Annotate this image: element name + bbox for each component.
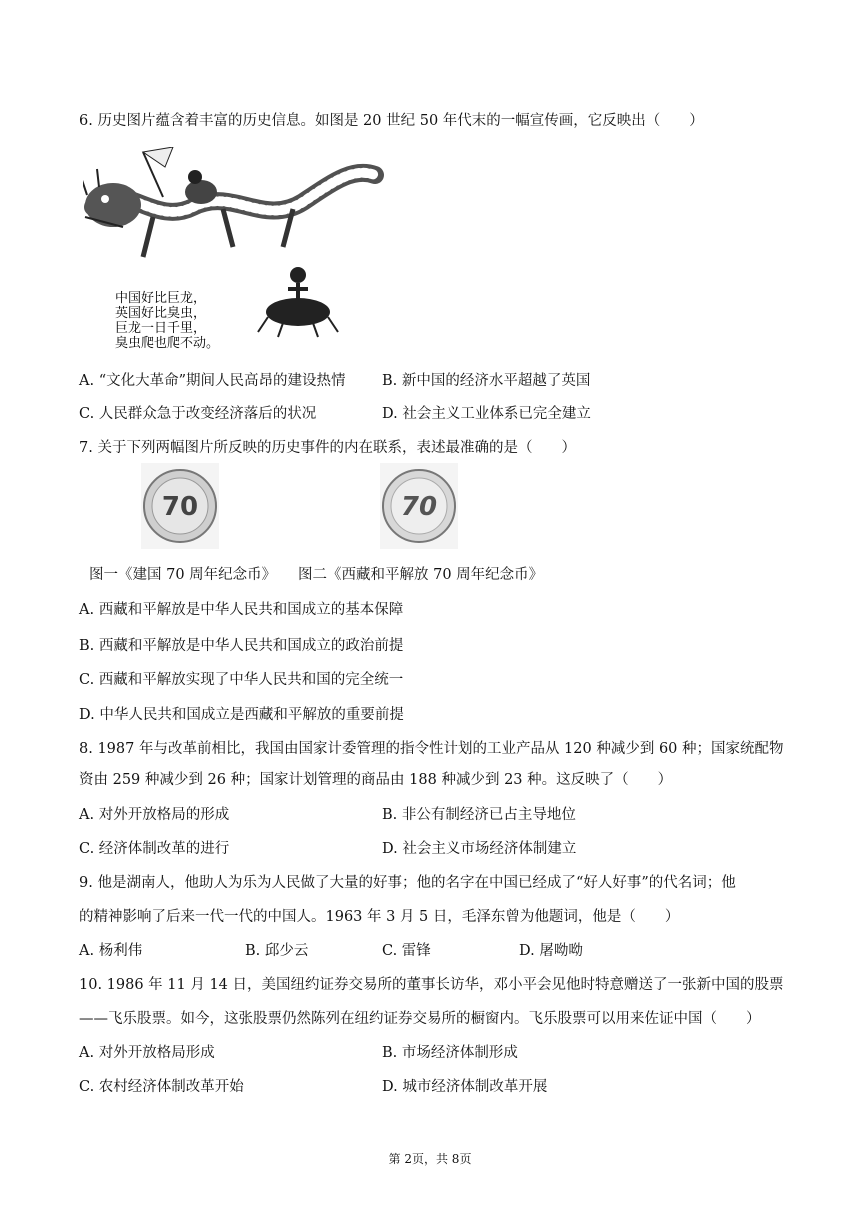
q10-option-a: A. 对外开放格局形成: [79, 1045, 215, 1061]
q10-stem-line-1: 10. 1986 年 11 月 14 日，美国纽约证券交易所的董事长访华，邓小平会见他时特意赠送了一张新中国的股票: [79, 977, 784, 993]
q7-option-a: A. 西藏和平解放是中华人民共和国成立的基本保障: [79, 602, 404, 618]
illus-caption-line-4: 臭虫爬也爬不动。: [115, 336, 220, 351]
illus-caption-line-1: 中国好比巨龙，: [115, 291, 207, 306]
q9-option-a: A. 杨利伟: [79, 943, 143, 959]
q8-option-d: D. 社会主义市场经济体制建立: [382, 841, 577, 857]
propaganda-illustration: [83, 147, 386, 357]
coin1-caption: 图一《建国 70 周年纪念币》: [89, 567, 277, 583]
q9-option-d: D. 屠呦呦: [519, 943, 583, 959]
q8-stem-line-1: 8. 1987 年与改革前相比，我国由国家计委管理的指令性计划的工业产品从 120 种减少到 60 种；国家统配物: [79, 741, 784, 757]
page-footer: 第 2页，共 8页: [388, 1152, 472, 1166]
q6-option-c: C. 人民群众急于改变经济落后的状况: [79, 406, 317, 422]
q8-stem-line-2: 资由 259 种减少到 26 种；国家计划管理的商品由 188 种减少到 23 种。这反映了（ ）: [79, 772, 673, 788]
q7-option-c: C. 西藏和平解放实现了中华人民共和国的完全统一: [79, 672, 404, 688]
q7-option-d: D. 中华人民共和国成立是西藏和平解放的重要前提: [79, 707, 404, 723]
q8-option-b: B. 非公有制经济已占主导地位: [382, 807, 576, 823]
q10-stem-line-2: ——飞乐股票。如今，这张股票仍然陈列在纽约证券交易所的橱窗内。飞乐股票可以用来佐证中国（ ）: [79, 1011, 761, 1027]
q6-option-a: A. “文化大革命”期间人民高昂的建设热情: [79, 373, 346, 389]
coin2-number: 70: [400, 492, 438, 522]
q7-option-b: B. 西藏和平解放是中华人民共和国成立的政治前提: [79, 638, 404, 654]
q9-option-c: C. 雷锋: [382, 943, 431, 959]
q7-stem: 7. 关于下列两幅图片所反映的历史事件的内在联系，表述最准确的是（ ）: [79, 440, 576, 456]
q9-stem-line-1: 9. 他是湖南人，他助人为乐为人民做了大量的好事；他的名字在中国已经成了“好人好事”的代名词；他: [79, 875, 736, 891]
q8-option-c: C. 经济体制改革的进行: [79, 841, 230, 857]
q9-stem-line-2: 的精神影响了后来一代一代的中国人。1963 年 3 月 5 日，毛泽东曾为他题词，他是（ ）: [79, 909, 680, 925]
q8-option-a: A. 对外开放格局的形成: [79, 807, 230, 823]
q6-option-b: B. 新中国的经济水平超越了英国: [382, 373, 591, 389]
coin-image-1: [141, 463, 219, 549]
coin1-number: 70: [161, 492, 199, 522]
illus-caption-line-2: 英国好比臭虫，: [115, 306, 207, 321]
q9-option-b: B. 邱少云: [245, 943, 309, 959]
q10-option-d: D. 城市经济体制改革开展: [382, 1079, 548, 1095]
coin-image-2: [380, 463, 458, 549]
illus-caption-line-3: 巨龙一日千里，: [115, 321, 207, 336]
q10-option-c: C. 农村经济体制改革开始: [79, 1079, 244, 1095]
q6-stem: 6. 历史图片蕴含着丰富的历史信息。如图是 20 世纪 50 年代末的一幅宣传画，它反映出（ ）: [79, 113, 704, 129]
q6-option-d: D. 社会主义工业体系已完全建立: [382, 406, 591, 422]
coin2-caption: 图二《西藏和平解放 70 周年纪念币》: [298, 567, 544, 583]
q10-option-b: B. 市场经济体制形成: [382, 1045, 518, 1061]
